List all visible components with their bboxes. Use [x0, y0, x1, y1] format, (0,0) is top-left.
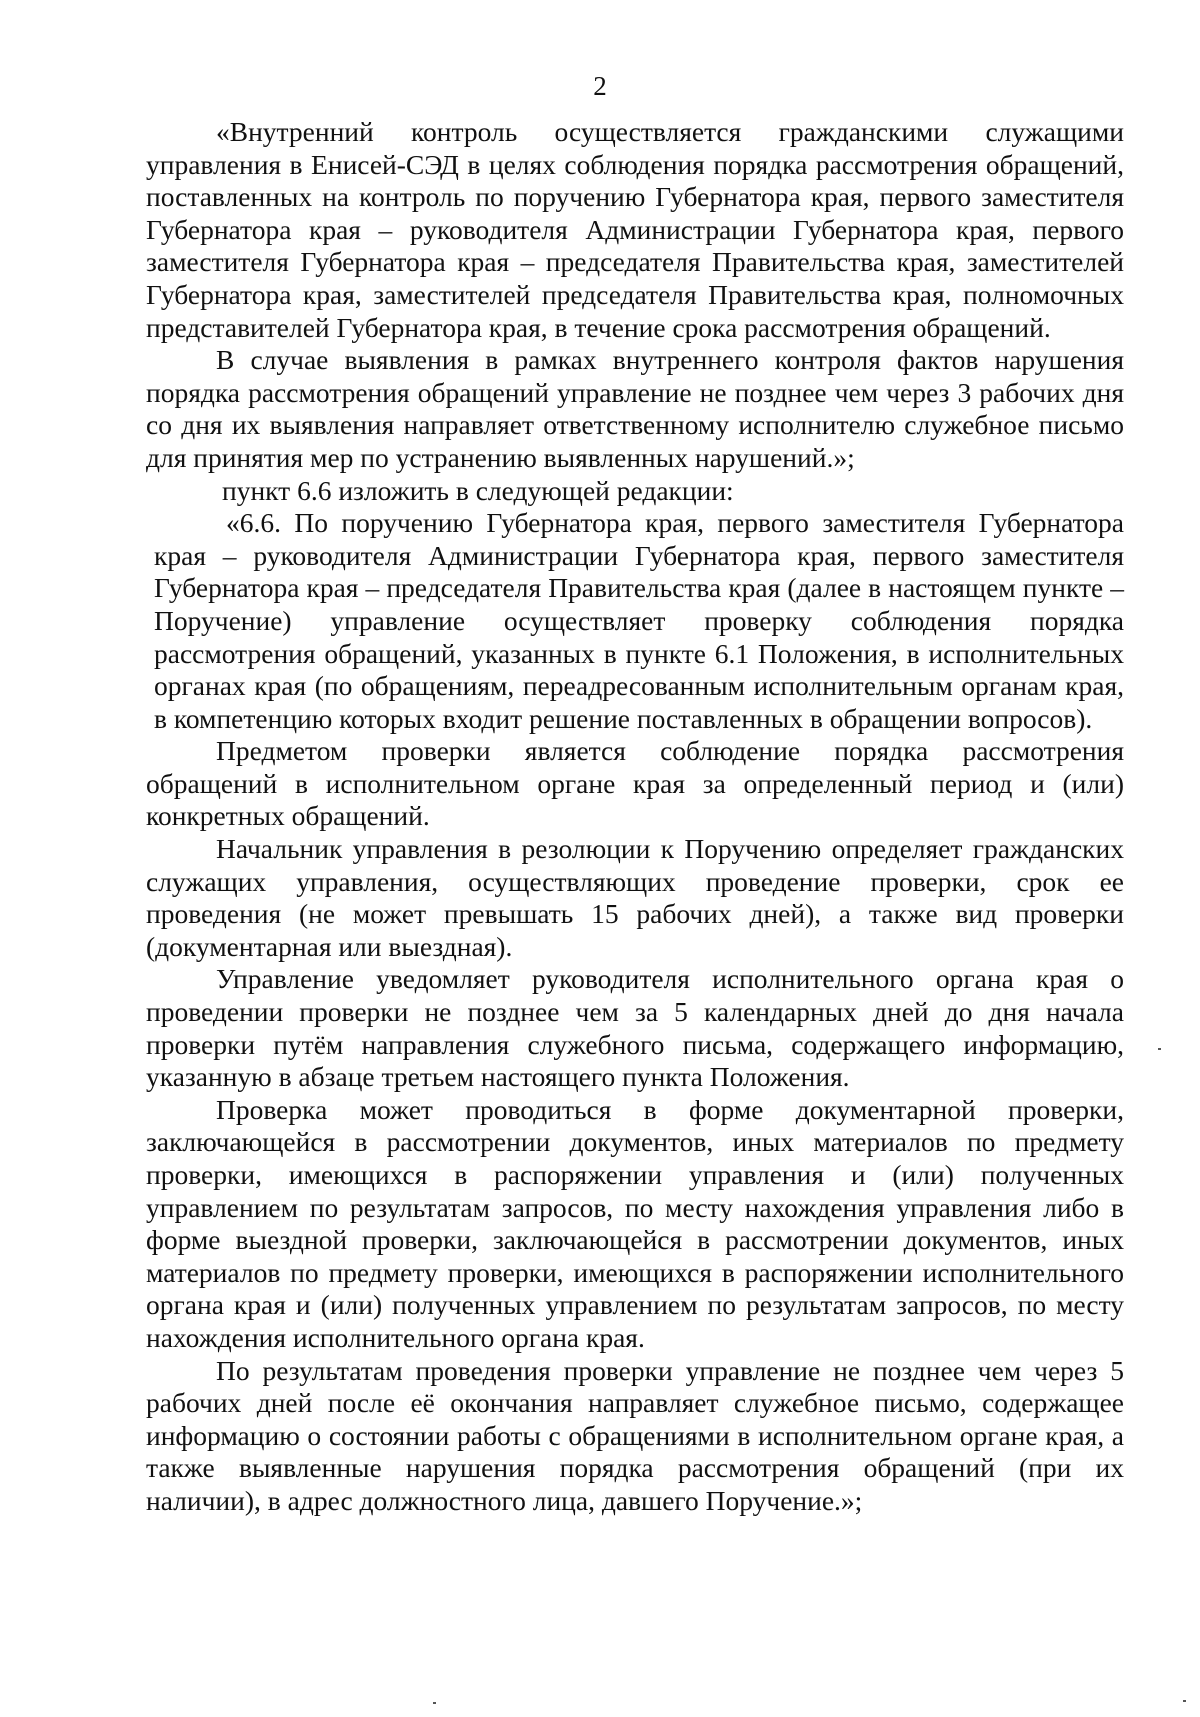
paragraph-amendment-instruction: пункт 6.6 изложить в следующей редакции: — [222, 474, 734, 506]
scan-speck — [1183, 1700, 1186, 1702]
paragraph-violations-detected: В случае выявления в рамках внутреннего контроля фактов нарушения порядка рассмотрения обращений управление не позднее чем через 3 рабочих дня со дня их выявления направляет ответственному исполнителю служебное письмо для принятия мер по устранению выявленных нарушений.»; — [146, 344, 1124, 473]
paragraph-inspection-subject: Предметом проверки является соблюдение порядка рассмотрения обращений в исполнительном органе края за определенный период и (или) конкретных обращений. — [146, 735, 1124, 832]
scan-speck — [1158, 1048, 1161, 1050]
page-number: 2 — [593, 71, 607, 101]
paragraph-notification: Управление уведомляет руководителя исполнительного органа края о проведении проверки не позднее чем за 5 календарных дней до дня начала проверки путём направления служебного письма, содержащего информацию, указанную в абзаце третьем настоящего пункта Положения. — [146, 963, 1124, 1093]
paragraph-internal-control: «Внутренний контроль осуществляется гражданскими служащими управления в Енисей-СЭД в целях соблюдения порядка рассмотрения обращений, поставленных на контроль по поручению Губернатора края, первого заместителя Губернатора края – руководителя Администрации Губернатора края, первого заместителя Губернатора края – председателя Правительства края, заместителей Губернатора края, заместителей председателя Правительства края, полномочных представителей Губернатора края, в течение срока рассмотрения обращений. — [146, 116, 1124, 343]
paragraph-inspection-results: По результатам проведения проверки управление не позднее чем через 5 рабочих дней после её окончания направляет служебное письмо, содержащее информацию о состоянии работы с обращениями в исполнительном органе края, а также выявленные нарушения порядка рассмотрения обращений (при их наличии), в адрес должностного лица, давшего Поручение.»; — [146, 1354, 1124, 1516]
paragraph-inspection-forms: Проверка может проводиться в форме документарной проверки, заключающейся в рассмотрении документов, иных материалов по предмету проверки, имеющихся в распоряжении управления и (или) полученных управлением по результатам запросов, по месту нахождения управления либо в форме выездной проверки, заключающейся в рассмотрении документов, иных материалов по предмету проверки, имеющихся в распоряжении исполнительного органа края и (или) полученных управлением по результатам запросов, по месту нахождения исполнительного органа края. — [146, 1093, 1124, 1353]
document-body — [146, 116, 1124, 1518]
paragraph-head-resolution: Начальник управления в резолюции к Поручению определяет гражданских служащих управления, осуществляющих проведение проверки, срок ее проведения (не может превышать 15 рабочих дней), а также вид проверки (документарная или выездная). — [146, 833, 1124, 962]
paragraph-clause-6-6: «6.6. По поручению Губернатора края, первого заместителя Губернатора края – руководителя Администрации Губернатора края, первого заместителя Губернатора края – председателя Правительства края (далее в настоящем пункте – Поручение) управление осуществляет проверку соблюдения порядка рассмотрения обращений, указанных в пункте 6.1 Положения, в исполнительных органах края (по обращениям, переадресованным исполнительным органам края, в компетенцию которых входит решение поставленных в обращении вопросов). — [154, 507, 1124, 734]
scan-speck — [433, 1702, 436, 1704]
